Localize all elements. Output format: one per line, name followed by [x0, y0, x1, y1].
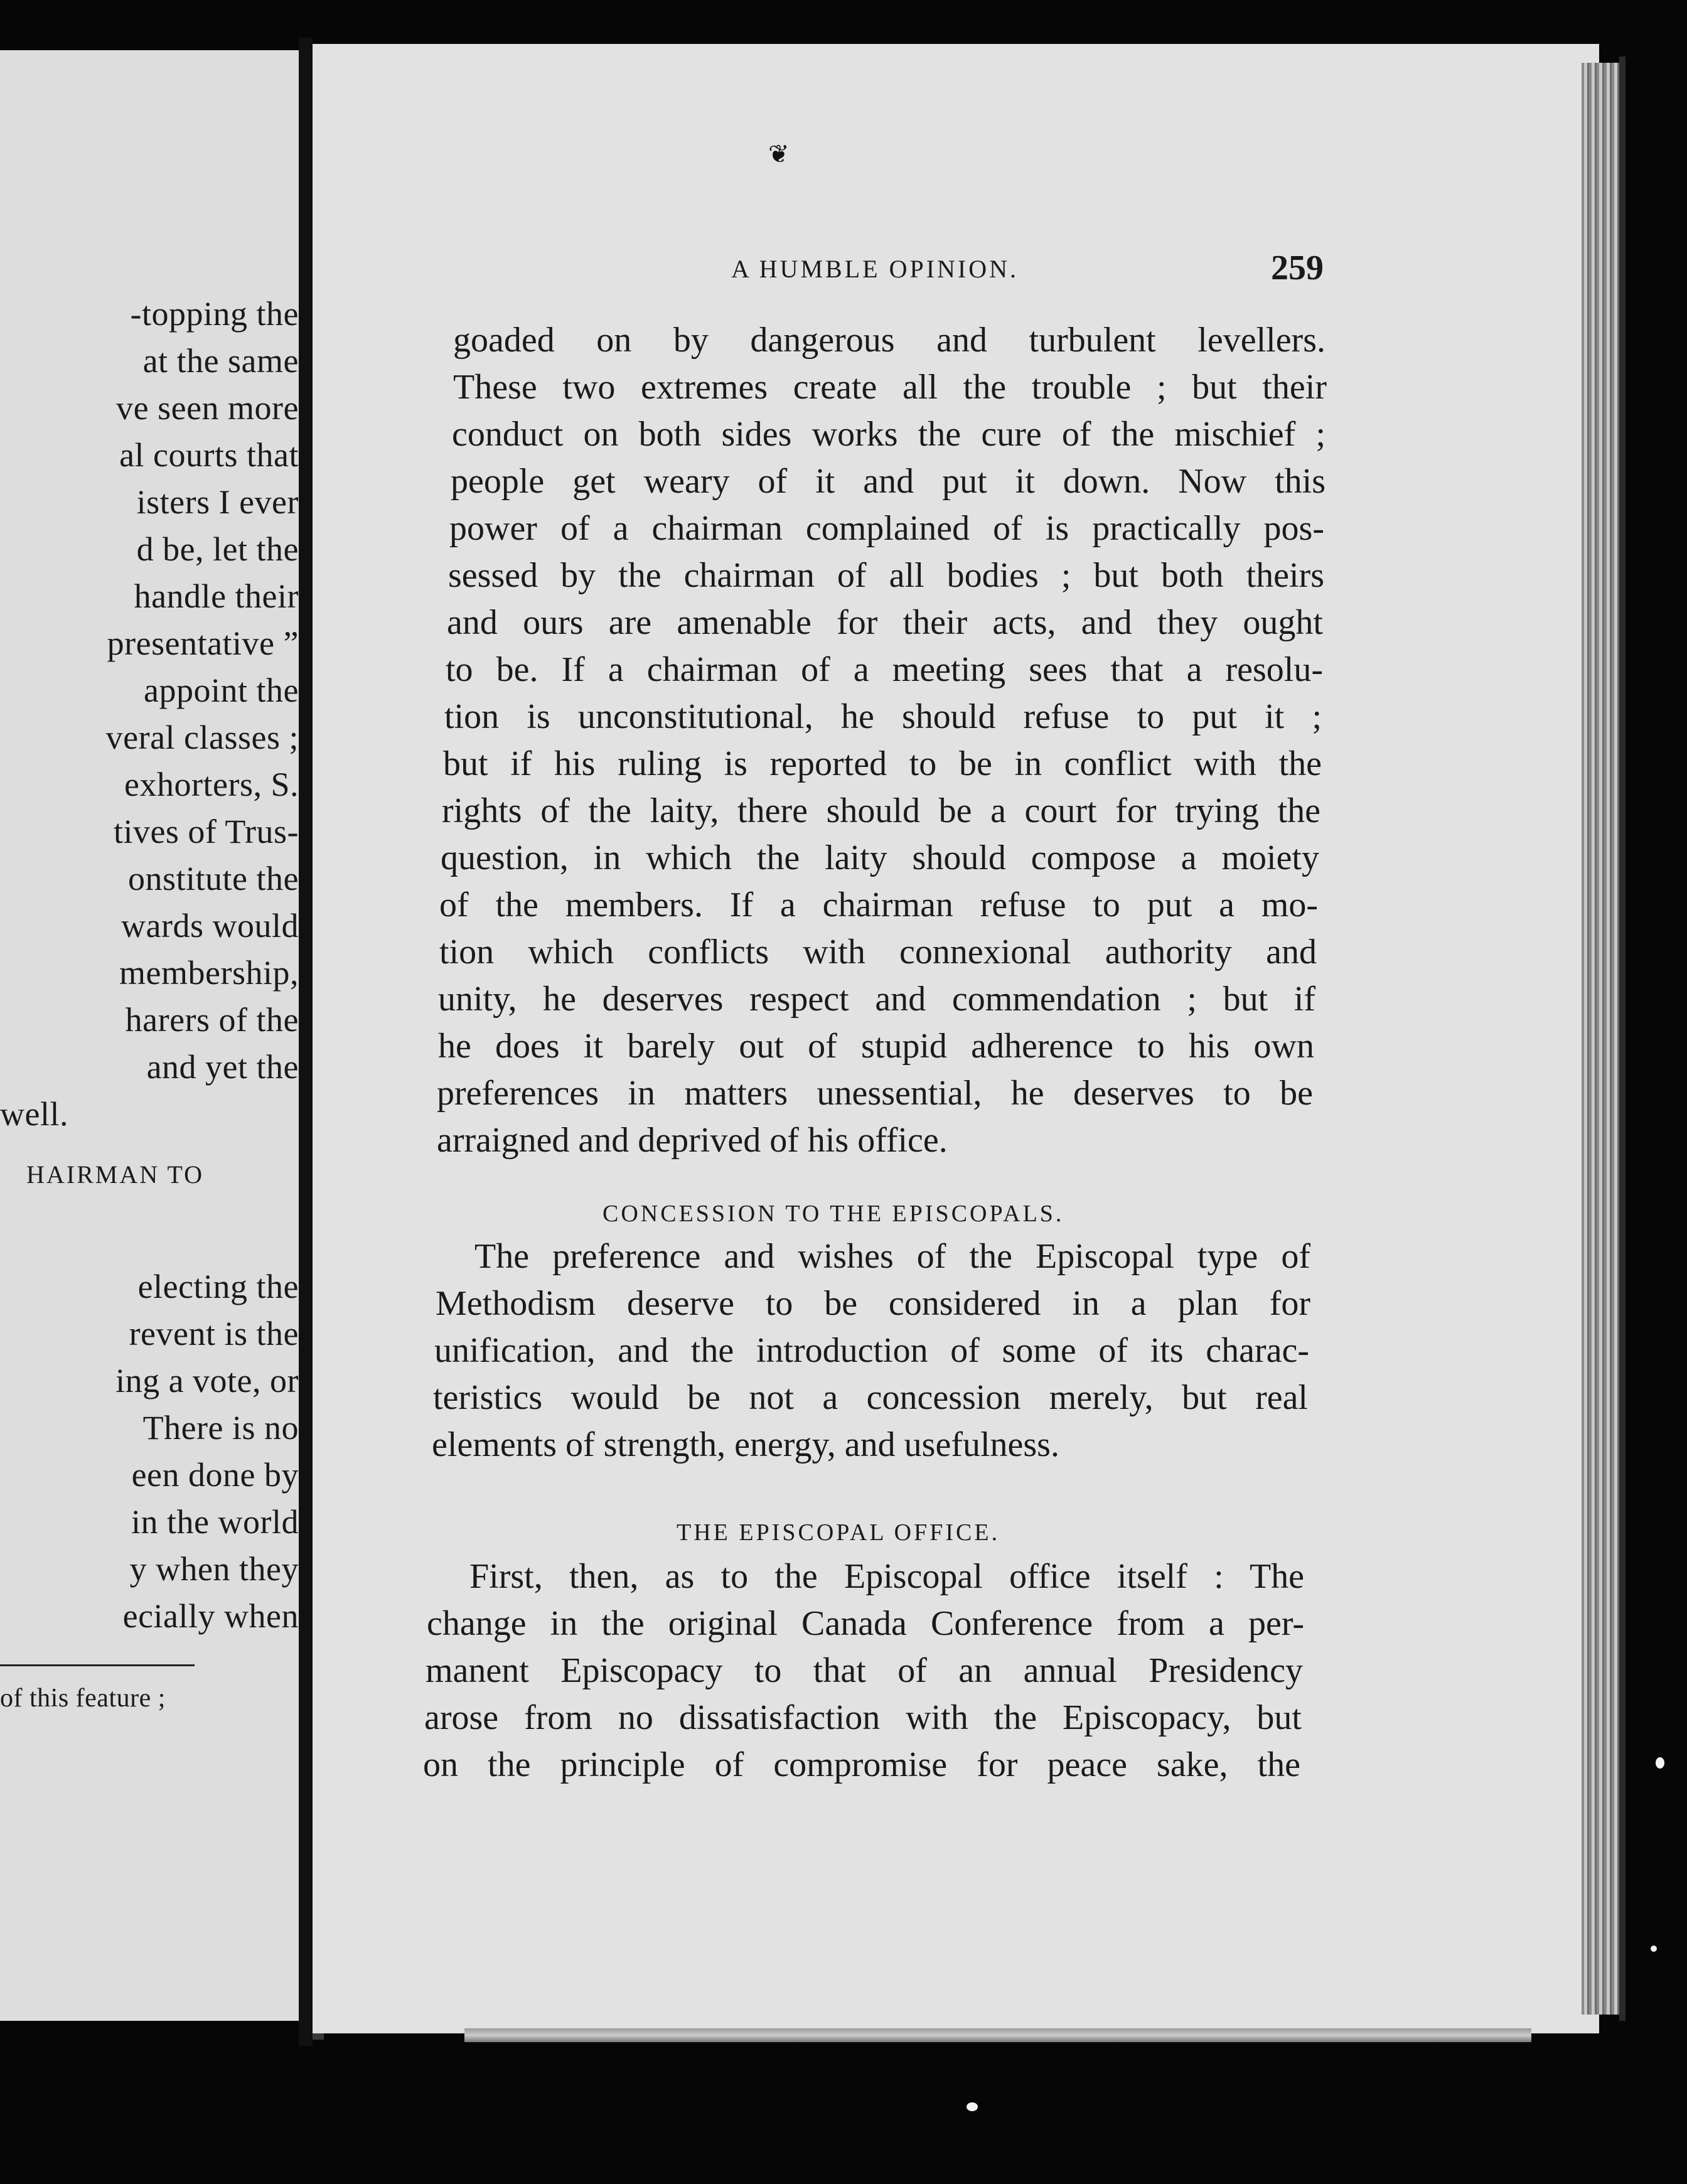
body-line: unification, and the introduction of some of its charac- [434, 1331, 1309, 1370]
body-line: The preference and wishes of the Episcopal type of [474, 1237, 1310, 1276]
body-line: unity, he deserves respect and commendation ; but if [438, 980, 1315, 1019]
page-number: 259 [1271, 249, 1324, 287]
left-line: wards would [121, 907, 299, 945]
body-line: teristics would be not a concession merely, but real [433, 1378, 1308, 1417]
left-line: veral classes ; [105, 719, 299, 756]
body-line: question, in which the laity should compose a moiety [441, 838, 1319, 877]
dust-speck [1651, 1946, 1657, 1952]
body-line: on the principle of compromise for peace sake, the [423, 1745, 1300, 1784]
body-line: These two extremes create all the trouble ; but their [453, 368, 1327, 407]
left-line: y when they [129, 1550, 299, 1588]
left-line: electing the [137, 1268, 299, 1305]
left-line: ecially when [122, 1597, 299, 1635]
left-line: at the same [142, 342, 299, 380]
left-line: appoint the [144, 672, 299, 709]
left-line: al courts that [119, 436, 299, 474]
body-line: power of a chairman complained of is practically pos- [449, 509, 1324, 548]
body-line: but if his ruling is reported to be in conflict with the [443, 744, 1322, 783]
ornament-mark: ❦ [768, 140, 790, 168]
body-line: goaded on by dangerous and turbulent levellers. [453, 321, 1326, 360]
body-line: First, then, as to the Episcopal office itself : The [469, 1557, 1304, 1596]
book-spine [299, 38, 313, 2046]
left-line: ing a vote, or [115, 1362, 299, 1400]
body-line: conduct on both sides works the cure of the mischief ; [452, 415, 1326, 454]
left-line: membership, [119, 954, 299, 992]
running-head: A HUMBLE OPINION. [731, 255, 1019, 283]
body-line: to be. If a chairman of a meeting sees that a resolu- [446, 650, 1323, 689]
body-line: of the members. If a chairman refuse to put a mo- [439, 886, 1318, 924]
dust-speck [1656, 1757, 1664, 1769]
section-heading: THE EPISCOPAL OFFICE. [677, 1519, 1000, 1546]
body-line: arose from no dissatisfaction with the Episcopacy, but [424, 1698, 1302, 1737]
body-line: tion is unconstitutional, he should refuse to put it ; [444, 697, 1322, 736]
left-line: in the world [131, 1503, 299, 1541]
dust-speck [967, 2102, 978, 2111]
left-line: There is no [142, 1409, 299, 1447]
body-line: preferences in matters unessential, he deserves to be [437, 1074, 1313, 1113]
section-heading: CONCESSION TO THE EPISCOPALS. [602, 1201, 1064, 1227]
left-line: well. [0, 1095, 68, 1133]
body-line: sessed by the chairman of all bodies ; but both theirs [448, 556, 1324, 595]
body-line: change in the original Canada Conference from a per- [427, 1604, 1304, 1643]
left-page [0, 50, 308, 2021]
left-line: tives of Trus- [113, 813, 299, 850]
left-heading: HAIRMAN TO [26, 1160, 204, 1189]
left-line: ve seen more [116, 389, 299, 427]
left-line: handle their [134, 577, 299, 615]
left-line: presentative ” [107, 624, 299, 662]
left-line: -topping the [130, 295, 299, 333]
left-line: harers of the [125, 1001, 299, 1039]
page-edges [1582, 63, 1619, 2015]
left-line: een done by [131, 1456, 299, 1494]
body-line: Methodism deserve to be considered in a plan for [436, 1284, 1310, 1323]
left-line: exhorters, S. [124, 766, 299, 803]
left-line: onstitute the [128, 860, 299, 897]
body-line: tion which conflicts with connexional authority and [439, 933, 1317, 972]
page-edge-shadow [1619, 56, 1625, 2021]
left-line: isters I ever [136, 483, 299, 521]
left-line: revent is the [129, 1315, 299, 1352]
left-line: d be, let the [136, 530, 299, 568]
body-line: elements of strength, energy, and usefulness. [432, 1425, 1059, 1464]
body-line: he does it barely out of stupid adherence to his own [438, 1027, 1314, 1066]
left-line: and yet the [146, 1048, 299, 1086]
footnote-rule [0, 1664, 195, 1666]
bottom-page-edge [464, 2028, 1531, 2042]
body-line: people get weary of it and put it down. Now this [451, 462, 1326, 501]
body-line: manent Episcopacy to that of an annual Presidency [426, 1651, 1303, 1690]
left-footnote: of this feature ; [0, 1684, 166, 1713]
body-line: rights of the laity, there should be a court for trying the [442, 791, 1320, 830]
body-line: arraigned and deprived of his office. [437, 1121, 948, 1160]
body-line: and ours are amenable for their acts, and they ought [447, 603, 1323, 642]
